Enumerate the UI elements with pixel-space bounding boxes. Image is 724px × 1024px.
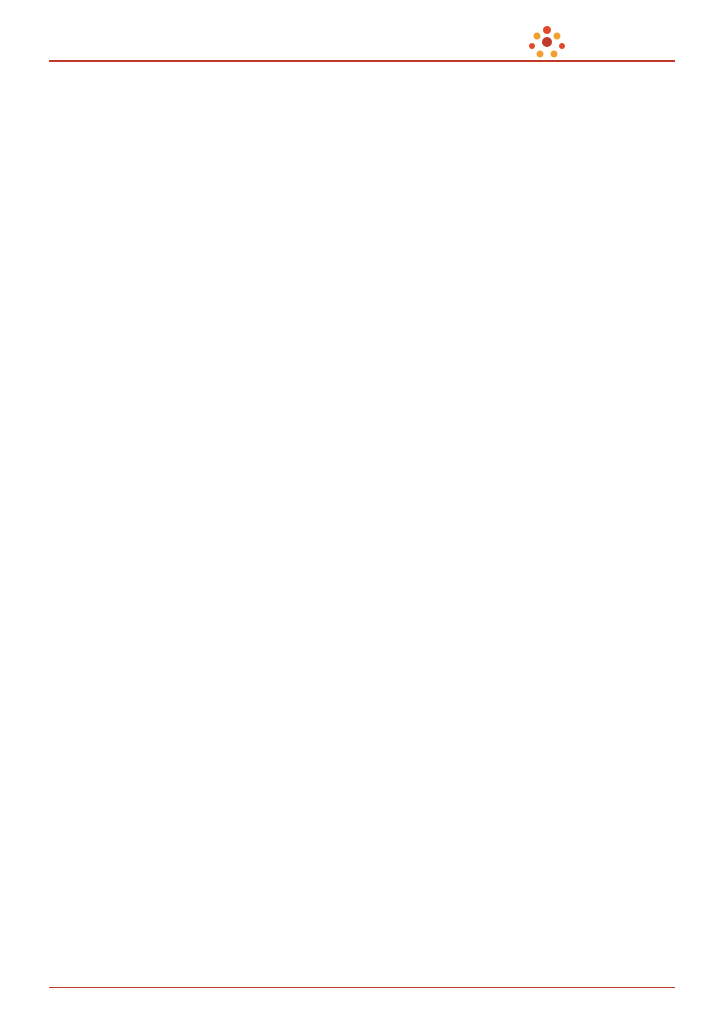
company-logo (525, 24, 675, 62)
main-content (191, 68, 673, 106)
header-divider (49, 60, 675, 62)
logo-mark-icon (525, 24, 569, 62)
footer-divider (49, 987, 675, 988)
